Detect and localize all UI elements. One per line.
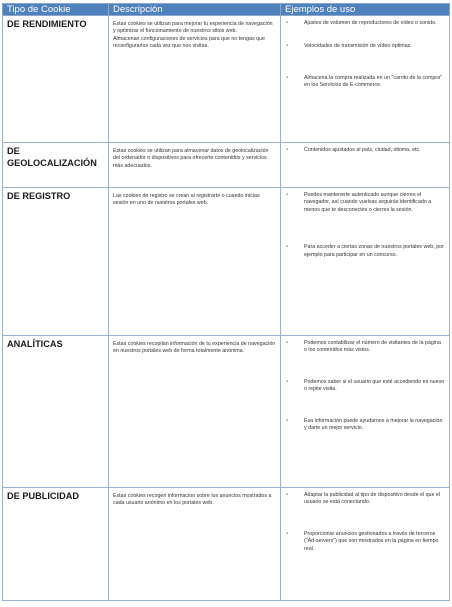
bullet-dash: - — [286, 147, 288, 153]
cookie-description-cell — [109, 188, 281, 336]
bullet-dash: - — [286, 74, 288, 81]
description-paragraph: Las cookies de registro se crean al registrarte o cuando inicias sesión en uno de nuestros portales web. — [113, 193, 260, 207]
description-paragraph: Estas cookies se utilizan para almacenar datos de geolocalización del ordenador o dispositivos para ofrecerte contenidos y servicios más adecuados. — [113, 148, 269, 169]
bullet-dash: - — [286, 378, 288, 385]
example-item: - Para acceder a ciertas zonas de nuestros portales web, por ejemplo para participar en un concurso. — [286, 244, 444, 258]
bullet-dash: - — [286, 43, 288, 50]
example-item: - Esa información puede ayudarnos a mejorar la navegación y darte un mejor servicio. — [286, 417, 443, 432]
example-item: - Puedes mantenerte autenticado aunque cierres el navegador, así cuando vuelvas seguirás identificado a menos que te desconectes o cierres la sesión. — [286, 192, 432, 213]
cookie-description-cell — [109, 16, 281, 143]
cookie-type-cell: ANALÍTICAS — [3, 336, 109, 488]
bullet-dash: - — [286, 192, 288, 198]
example-item: - Podemos contabilizar el número de visitantes de la página o los contenidos más vistos. — [286, 340, 441, 354]
header-type: Tipo de Cookie — [3, 4, 109, 16]
description-paragraph: Estas cookies recogen informacion sobre los anuncios mostrados a cada usuario anónimo en los portales web. — [113, 493, 272, 507]
bullet-dash: - — [286, 417, 288, 424]
description-paragraph: Almacenan configuraciones de servicios para que no tengas que reconfigurarlos cada vez que nos visitas. — [113, 35, 265, 50]
example-item: - Proporcionar anuncios gestionados a través de terceros ("Ad-servers") que son mostrados en la página en tiempo real. — [286, 530, 439, 552]
cookie-description-cell — [109, 336, 281, 488]
cookie-types-table — [2, 3, 450, 601]
table-header-row — [3, 4, 450, 16]
cookie-examples-cell — [281, 188, 450, 336]
example-item: - Podemos saber si el usuario que esté accediendo es nuevo o repite visita. — [286, 378, 445, 393]
cookie-type-cell: DE REGISTRO — [3, 188, 109, 336]
cookie-examples-cell — [281, 336, 450, 488]
description-paragraph: Estas cookies recopilan información de tu experiencia de navegación en nuestros portales web de forma totalmente anónima. — [113, 341, 276, 355]
bullet-dash: - — [286, 244, 288, 251]
bullet-dash: - — [286, 492, 288, 498]
example-item: - Ajustes de volumen de reproductores de vídeo o sonido. — [286, 20, 437, 26]
example-item: - Velocidades de transmisión de vídeo óptimas. — [286, 43, 412, 50]
cookie-examples-cell — [281, 143, 450, 188]
bullet-dash: - — [286, 20, 288, 26]
table-row-analiticas — [3, 336, 450, 488]
example-item: - Contenidos ajustados al país, ciudad, idioma, etc. — [286, 147, 421, 153]
table-row-publicidad — [3, 488, 450, 601]
cookie-type-cell: DE PUBLICIDAD — [3, 488, 109, 601]
bullet-dash: - — [286, 530, 288, 537]
cookie-description-cell — [109, 143, 281, 188]
bullet-dash: - — [286, 340, 288, 346]
example-item: - Adaptar la publicidad al tipo de dispositivo desde el que el usuario se está conectando. — [286, 492, 441, 506]
table-row-registro — [3, 188, 450, 336]
cookie-type-cell: DE GEOLOCALIZACIÓN — [3, 143, 109, 188]
table-row-rendimiento — [3, 16, 450, 143]
table-row-geolocalizacion — [3, 143, 450, 188]
description-paragraph: Estas cookies se utilizan para mejorar tu experiencia de navegación y optimizar el funcionamiento de nuestros sitios web. — [113, 21, 273, 35]
header-description: Descripción — [109, 4, 281, 16]
cookie-examples-cell — [281, 488, 450, 601]
cookie-examples-cell — [281, 16, 450, 143]
header-examples: Ejemplos de uso — [281, 4, 450, 16]
cookie-type-cell: DE RENDIMIENTO — [3, 16, 109, 143]
cookie-description-cell — [109, 488, 281, 601]
example-item: - Almacena la compra realizada en un "carrito de la compra" en los Servicios de E-commerce. — [286, 74, 443, 89]
